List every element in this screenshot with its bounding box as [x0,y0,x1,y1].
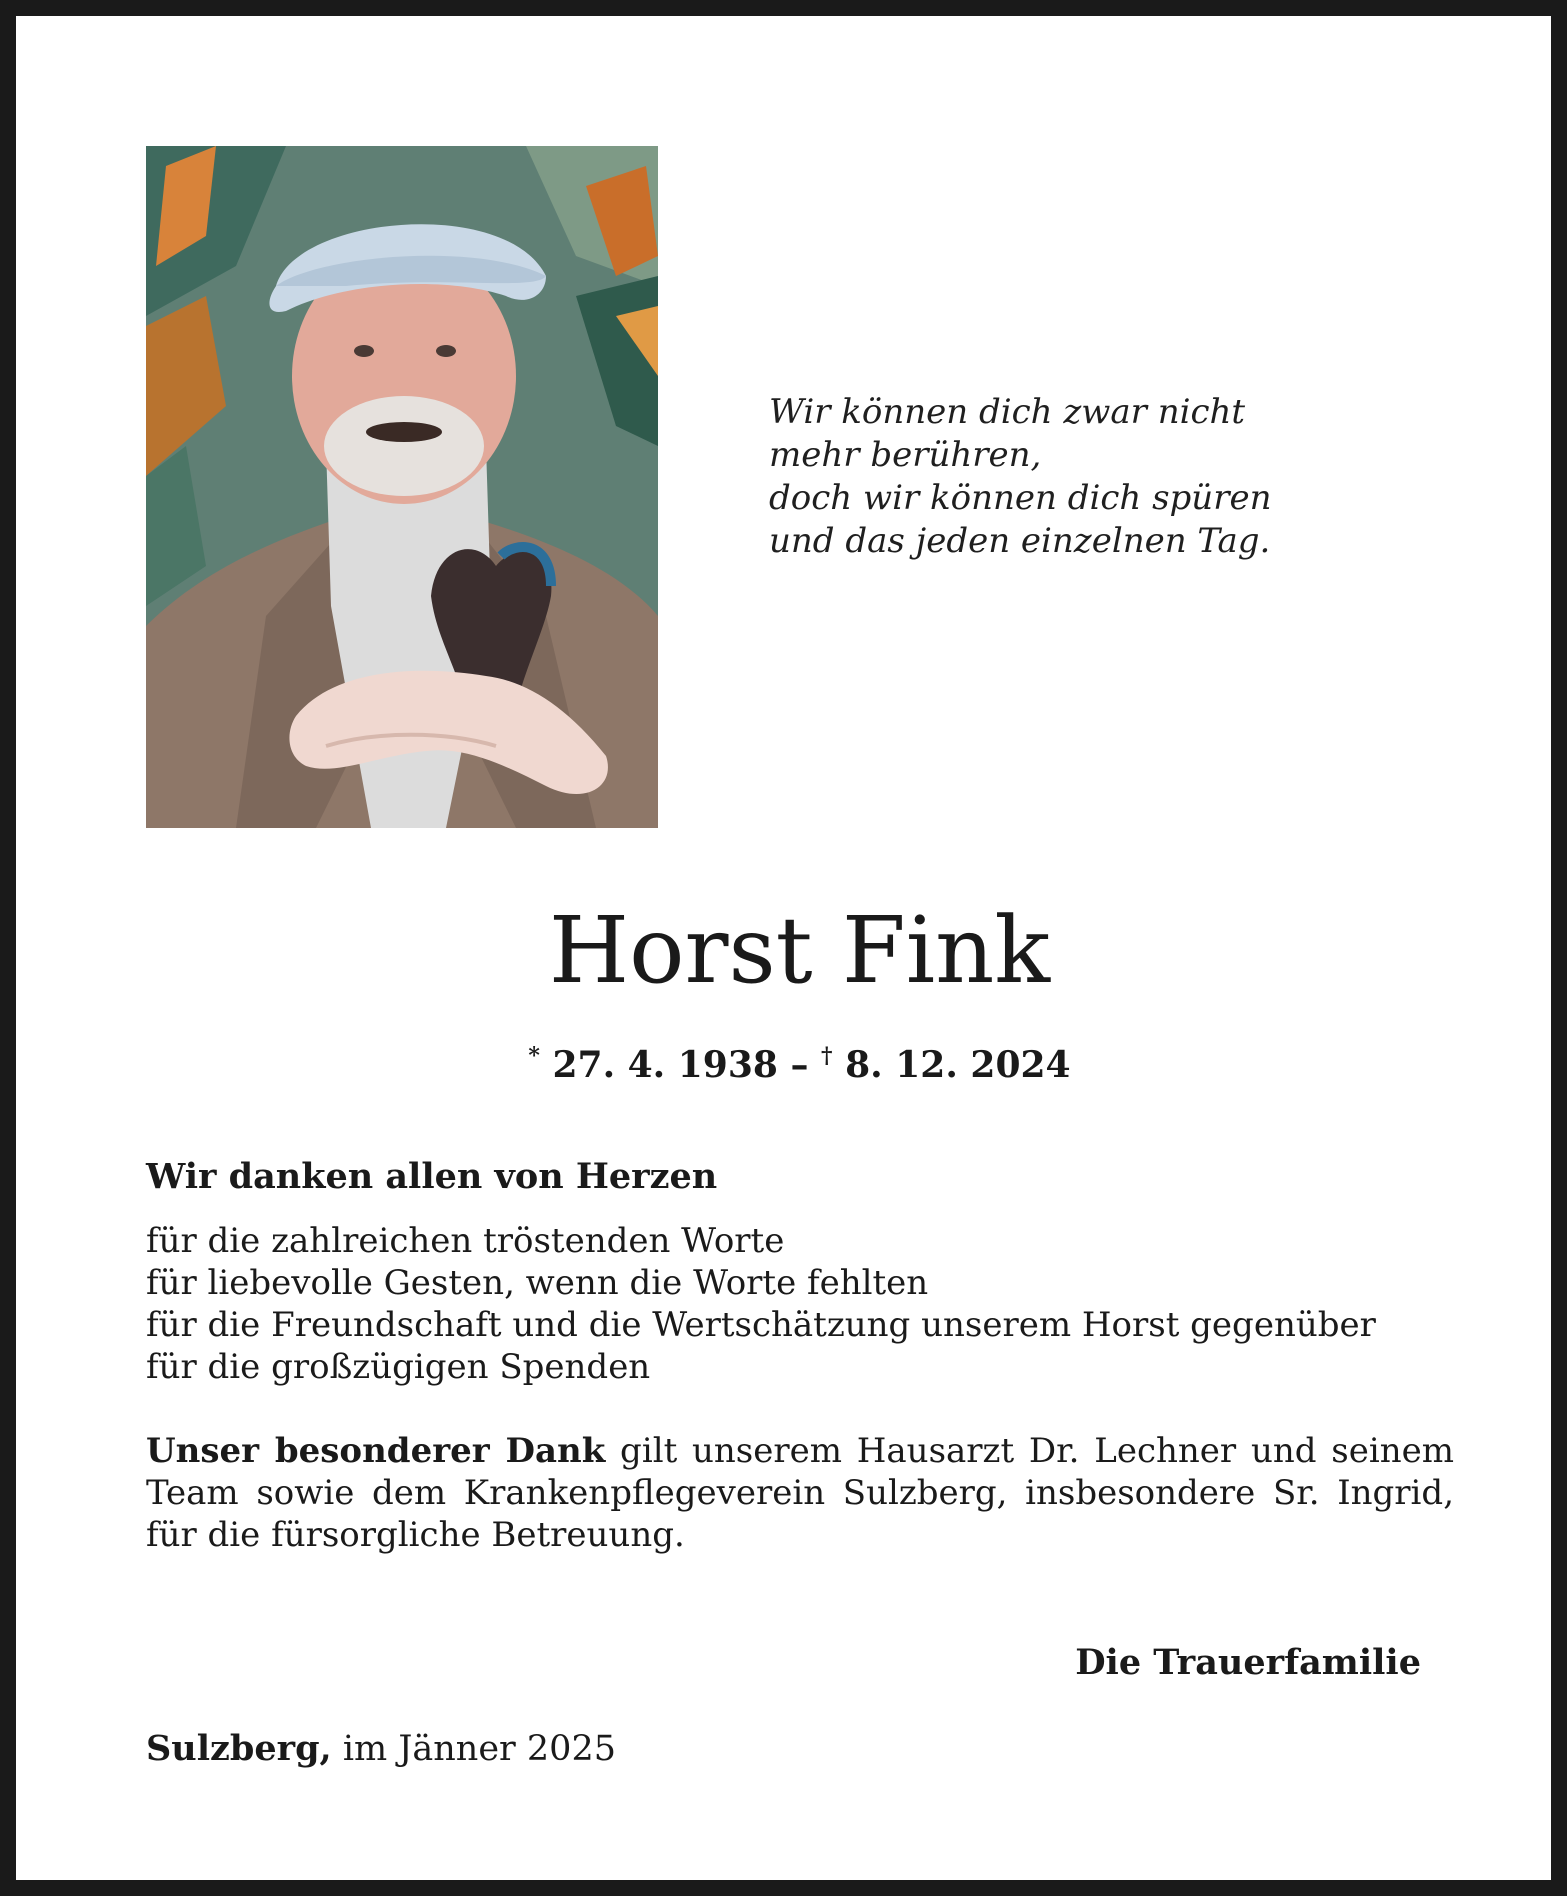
deceased-name: Horst Fink [548,897,1051,1004]
quote-line: und das jeden einzelnen Tag. [769,521,1271,561]
special-thanks-paragraph [146,1430,1454,1556]
life-dates [16,1032,1567,1089]
place-and-date [146,1726,616,1772]
thanks-item: für die Freundschaft und die Wertschätzung unserem Horst gegenüber [146,1305,1376,1345]
portrait-photo [146,146,658,828]
thanks-heading: Wir danken allen von Herzen [146,1156,718,1197]
thanks-item: für liebevolle Gesten, wenn die Worte fehlten [146,1263,929,1303]
death-symbol: † [821,1043,833,1069]
date-separator: – [790,1044,809,1086]
place-date: im Jänner 2025 [331,1729,616,1769]
birth-date: 27. 4. 1938 [552,1044,778,1086]
memorial-quote [769,391,1489,563]
special-thanks-text: gilt unserem Hausarzt Dr. Lechner und seinem Team sowie dem Krankenpflegeverein Sulzberg, insbesondere Sr. Ingrid, für die fürsorgliche Betreuung. [146,1431,1454,1555]
thanks-item: für die zahlreichen tröstenden Worte [146,1221,785,1261]
quote-line: Wir können dich zwar nicht [769,392,1246,432]
death-date: 8. 12. 2024 [845,1044,1071,1086]
place-town: Sulzberg, [146,1728,332,1769]
thanks-list [146,1220,1376,1388]
special-thanks-lead: Unser besonderer Dank [146,1431,606,1471]
thanks-item: für die großzügigen Spenden [146,1347,651,1387]
signature: Die Trauerfamilie [1075,1642,1421,1683]
birth-symbol: * [528,1043,540,1069]
quote-line: doch wir können dich spüren [769,478,1272,518]
quote-line: mehr berühren, [769,435,1042,475]
